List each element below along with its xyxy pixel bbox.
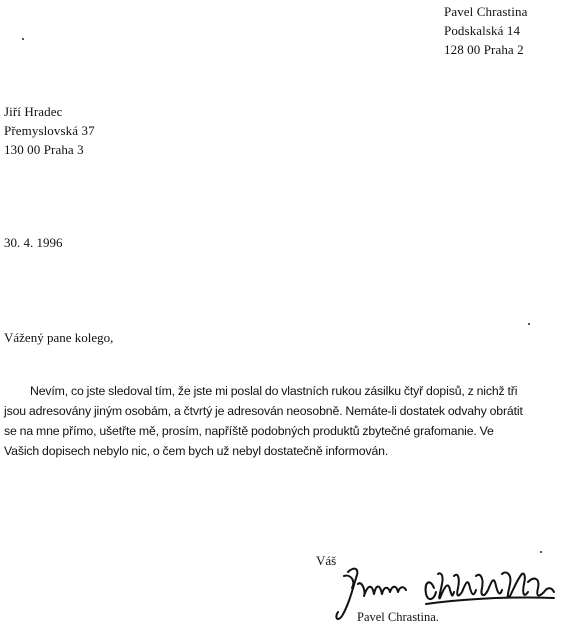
body-line: se na mne přímo, ušetřte mě, prosím, napříště podobných produktů zbytečné grafomanie. Ve — [4, 424, 494, 438]
signature-name: Pavel Chrastina. — [357, 610, 439, 624]
scan-speck — [22, 38, 24, 40]
sender-address — [444, 2, 527, 59]
body-line: Nevím, co jste sledoval tím, že jste mi poslal do vlastních rukou zásilku čtyř dopisů, z nichž tři — [30, 384, 518, 398]
body-line: jsou adresovány jiným osobám, a čtvrtý je adresován neosobně. Nemáte-li dostatek odvahy obrátit — [4, 404, 523, 418]
scan-speck — [540, 551, 542, 553]
sender-name: Pavel Chrastina — [444, 4, 528, 19]
recipient-address — [4, 102, 95, 159]
recipient-city: 130 00 Praha 3 — [4, 142, 84, 157]
salutation: Vážený pane kolego, — [4, 330, 114, 345]
letter-date: 30. 4. 1996 — [4, 235, 63, 250]
body-line: Vašich dopisech nebylo nic, o čem bych už nebyl dostatečně informován. — [4, 444, 389, 458]
closing: Váš — [316, 553, 337, 568]
scan-speck — [528, 323, 530, 325]
recipient-street: Přemyslovská 37 — [4, 123, 95, 138]
letter-body — [4, 381, 576, 461]
recipient-name: Jiří Hradec — [4, 104, 63, 119]
sender-street: Podskalská 14 — [444, 23, 521, 38]
sender-city: 128 00 Praha 2 — [444, 42, 524, 57]
